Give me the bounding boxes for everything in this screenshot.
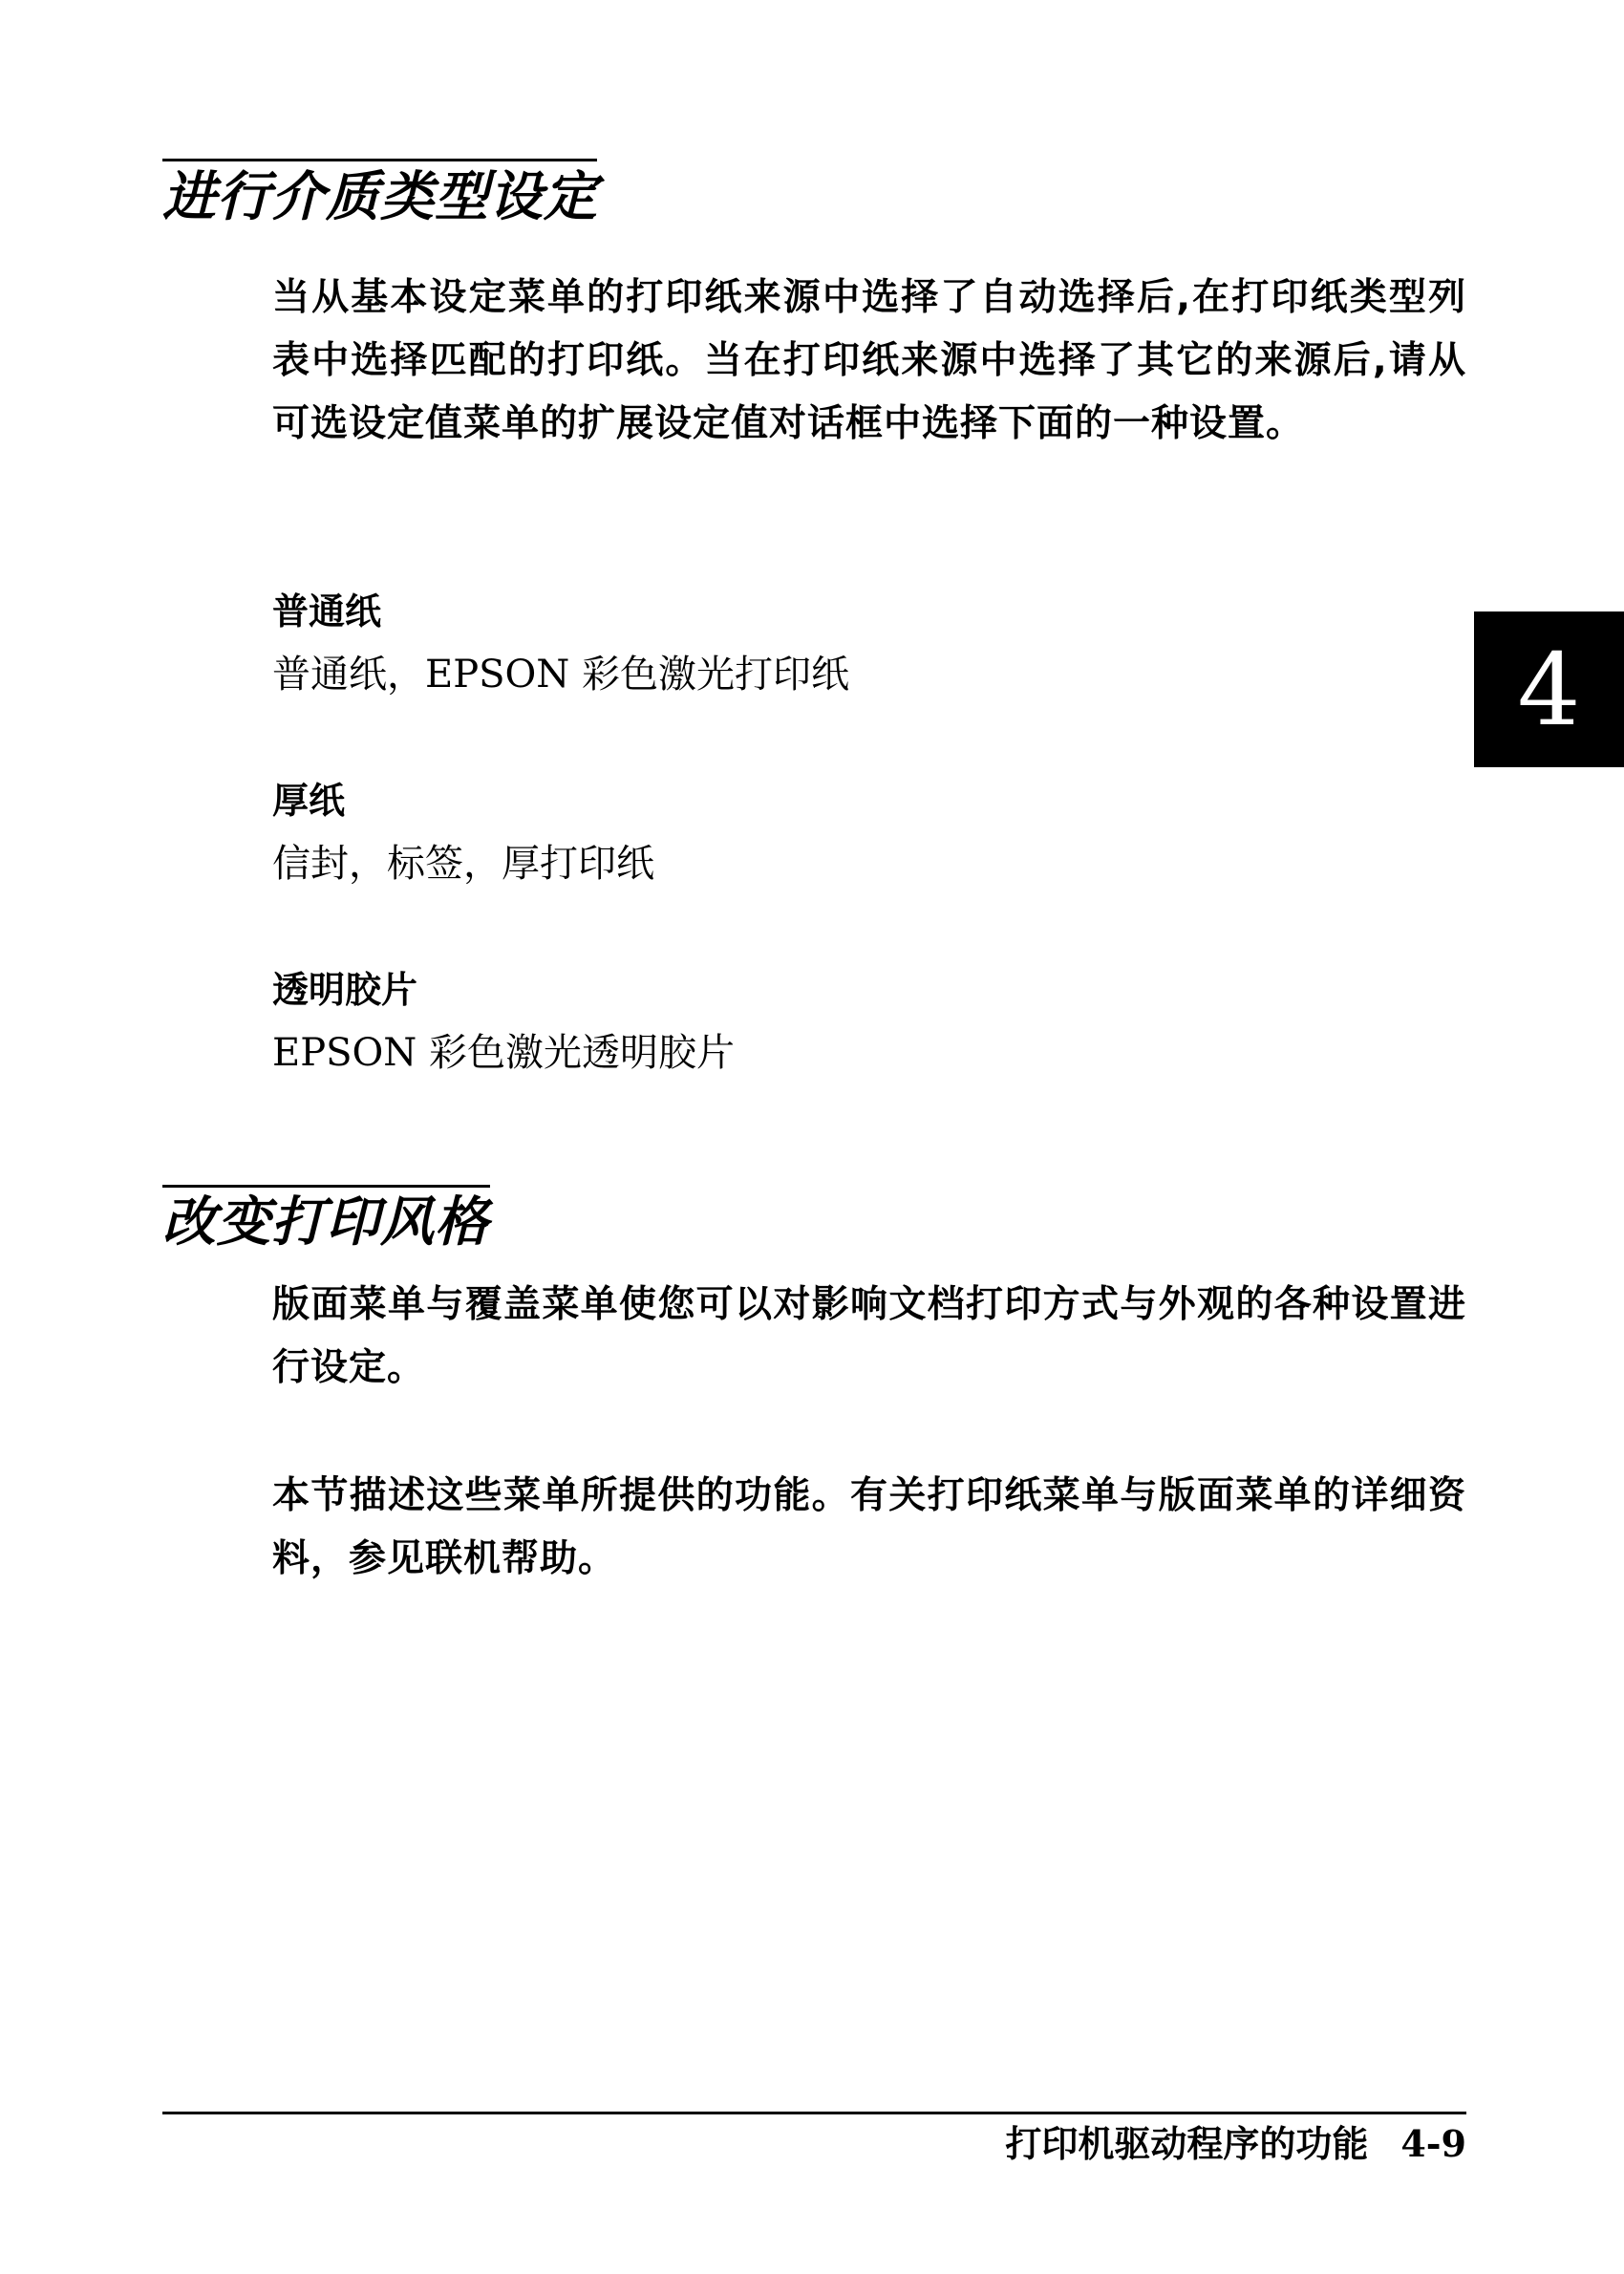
section-paragraph: 版面菜单与覆盖菜单使您可以对影响文档打印方式与外观的各种设置进行设定。	[272, 1283, 1466, 1389]
chapter-tab	[1474, 611, 1624, 767]
page-number: 4-9	[1400, 2122, 1466, 2165]
section-paragraph: 当从基本设定菜单的打印纸来源中选择了自动选择后,在打印纸类型列表中选择匹配的打印纸。当在打印纸来源中选择了其它的来源后,请从可选设定值菜单的扩展设定值对话框中选择下面的一种设置。	[272, 276, 1466, 445]
section-heading-print-style: 改变打印风格	[162, 1191, 489, 1254]
media-type-description: 信封，标签，厚打印纸	[272, 842, 654, 886]
footer-title: 打印机驱动程序的功能	[1005, 2123, 1369, 2165]
section-rule	[162, 1185, 490, 1188]
chapter-number: 4	[1517, 631, 1581, 748]
media-type-title: 透明胶片	[272, 969, 418, 1011]
footer-rule	[162, 2112, 1466, 2114]
media-type-description: EPSON 彩色激光透明胶片	[272, 1031, 736, 1075]
section-heading-media-type: 进行介质类型设定	[162, 166, 598, 228]
media-type-title: 普通纸	[272, 590, 382, 633]
page-footer	[1005, 2119, 1466, 2169]
media-type-description: 普通纸，EPSON 彩色激光打印纸	[272, 653, 850, 697]
section-paragraph: 本节描述这些菜单所提供的功能。有关打印纸菜单与版面菜单的详细资料，参见联机帮助。	[272, 1474, 1466, 1580]
section-rule	[162, 159, 597, 161]
media-type-title: 厚纸	[272, 780, 346, 822]
